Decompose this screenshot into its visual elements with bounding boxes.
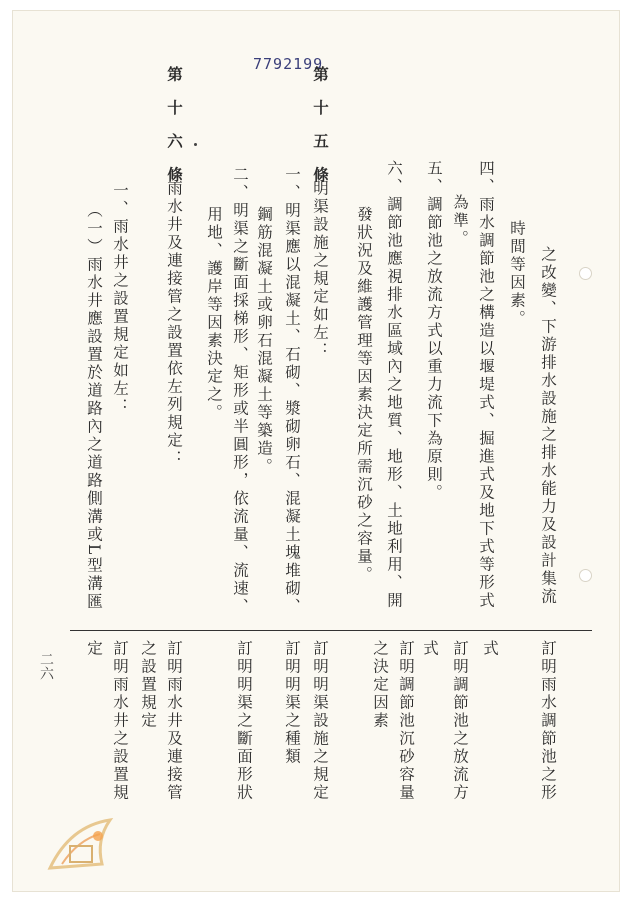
article-15-heading: 第十五條 (311, 66, 330, 200)
annotation-column: 訂明調節池之放流方 (451, 640, 469, 802)
text-column: 五、調節池之放流方式以重力流下為原則。 (425, 160, 443, 502)
document-stamp-number: 7792199 (253, 55, 324, 73)
annotation-column: 式 (421, 640, 439, 658)
text-column: 一、雨水井之設置規定如左： (111, 182, 129, 416)
annotation-column: 訂明雨水井之設置規 (111, 640, 129, 802)
annotation-column: 訂明調節池沉砂容量 (397, 640, 415, 802)
punch-hole (579, 569, 592, 582)
annotation-column: 之決定因素 (371, 640, 389, 730)
section-divider (70, 630, 592, 631)
annotation-column: 訂明明渠之種類 (283, 640, 301, 766)
text-column: 發狀況及維護管理等因素決定所需沉砂之容量。 (355, 206, 373, 584)
text-column: 二、明渠之斷面採梯形、矩形或半圓形，依流量、流速、 (231, 166, 249, 616)
text-column: 用地、護岸等因素決定之。 (205, 206, 223, 422)
text-column: 四、雨水調節池之構造以堰堤式、掘進式及地下式等形式 (477, 160, 495, 610)
archive-logo-icon (40, 806, 130, 886)
text-column: （一）雨水井應設置於道路內之道路側溝或L型溝匯 (85, 202, 103, 611)
page-number: 二六 (38, 652, 54, 680)
annotation-column: 定 (85, 640, 103, 658)
text-column: 雨水井及連接管之設置依左列規定： (165, 180, 183, 468)
annotation-column: 訂明明渠設施之規定 (311, 640, 329, 802)
text-column: 六、調節池應視排水區域內之地質、地形、土地利用、開 (385, 160, 403, 610)
annotation-column: 之設置規定 (139, 640, 157, 730)
annotation-column: 訂明雨水井及連接管 (165, 640, 183, 802)
annotation-column: 訂明明渠之斷面形狀 (235, 640, 253, 802)
ink-mark (194, 143, 197, 146)
punch-hole (579, 267, 592, 280)
text-column: 之改變、下游排水設施之排水能力及設計集流 (539, 246, 557, 606)
annotation-column: 式 (481, 640, 499, 658)
article-16-heading: 第十六條 (165, 66, 184, 200)
text-column: 一、明渠應以混凝土、石砌、漿砌卵石、混凝土塊堆砌、 (283, 166, 301, 616)
text-column: 為準。 (451, 194, 469, 248)
text-column: 時間等因素。 (508, 220, 526, 328)
text-column: 明渠設施之規定如左： (311, 180, 329, 360)
annotation-column: 訂明雨水調節池之形 (539, 640, 557, 802)
text-column: 鋼筋混凝土或卵石混凝土等築造。 (255, 206, 273, 476)
